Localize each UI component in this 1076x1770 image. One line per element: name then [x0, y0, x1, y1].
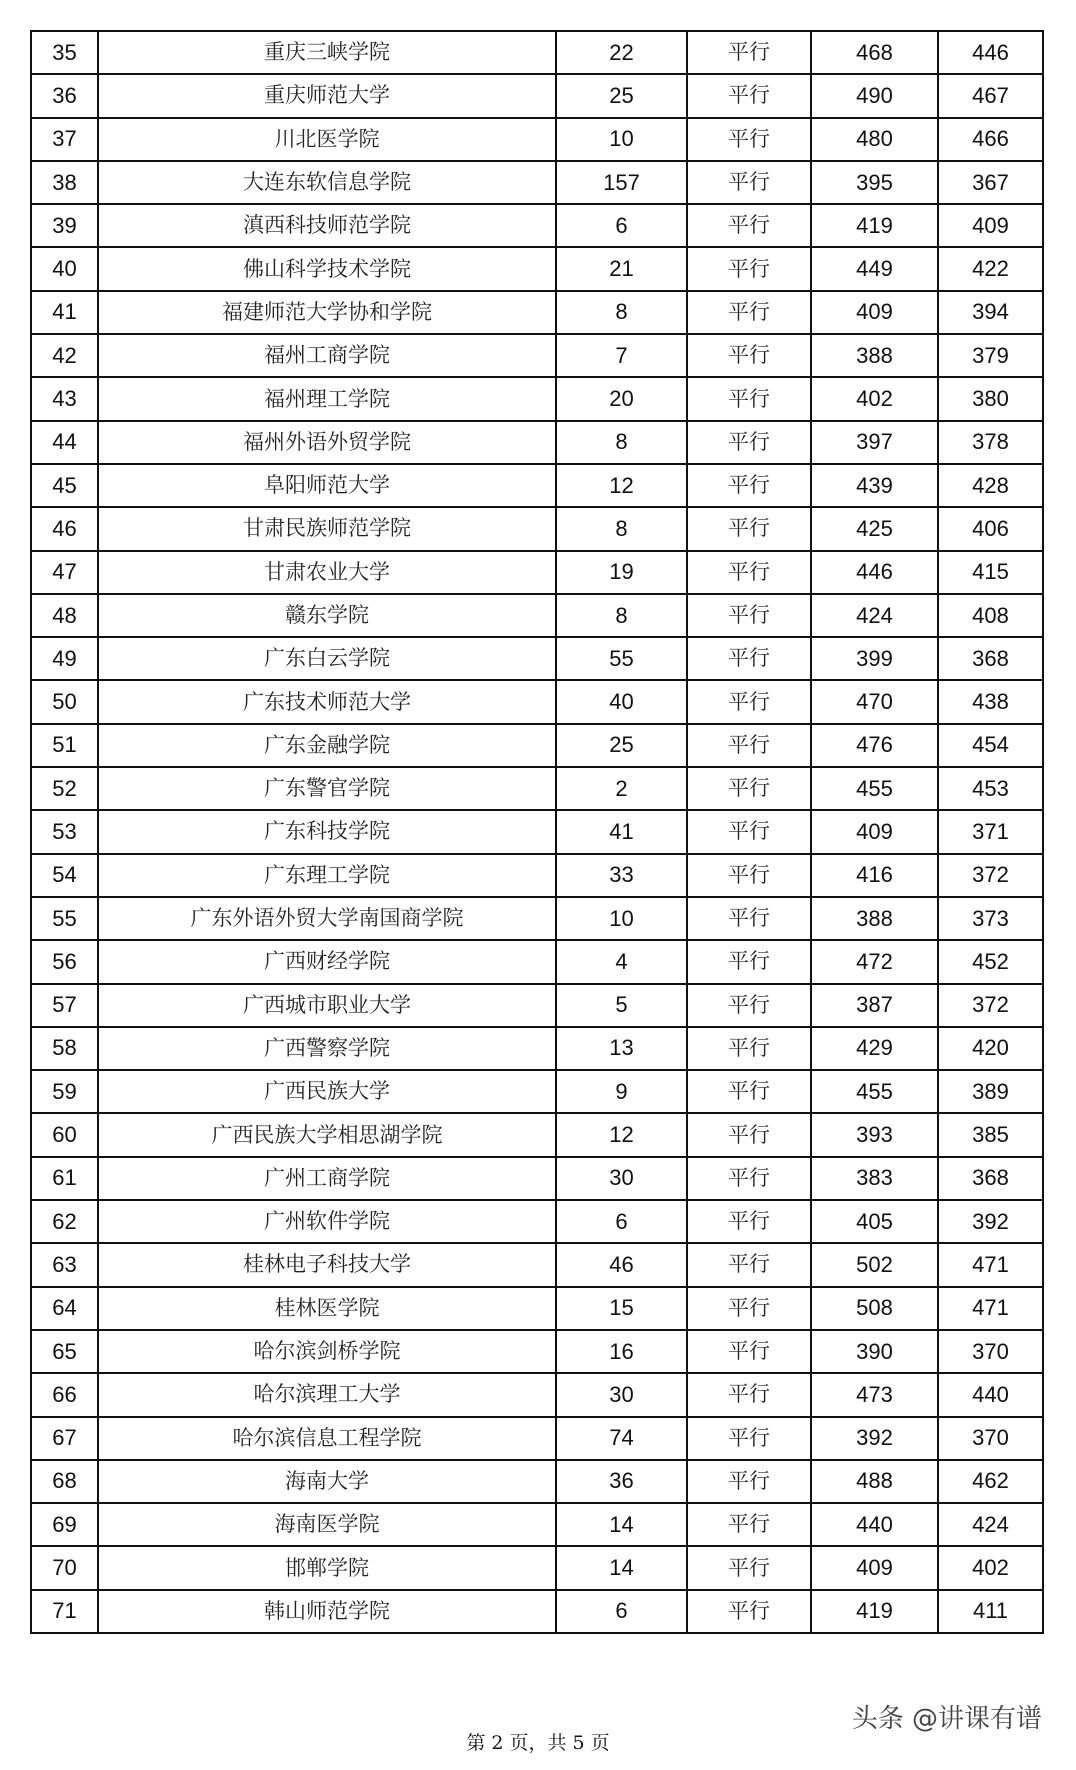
- max-score: 508: [811, 1287, 938, 1330]
- batch-type: 平行: [687, 507, 811, 550]
- min-score: 467: [938, 74, 1043, 117]
- min-score: 370: [938, 1417, 1043, 1460]
- plan-count: 14: [556, 1503, 687, 1546]
- table-row: [31, 1546, 1043, 1589]
- plan-count: 8: [556, 594, 687, 637]
- row-number: 56: [31, 940, 98, 983]
- min-score: 422: [938, 247, 1043, 290]
- school-name: 海南大学: [98, 1460, 556, 1503]
- row-number: 41: [31, 291, 98, 334]
- batch-type: 平行: [687, 594, 811, 637]
- table-row: [31, 1157, 1043, 1200]
- school-name: 广州软件学院: [98, 1200, 556, 1243]
- max-score: 439: [811, 464, 938, 507]
- row-number: 37: [31, 118, 98, 161]
- row-number: 53: [31, 810, 98, 853]
- plan-count: 25: [556, 724, 687, 767]
- max-score: 392: [811, 1417, 938, 1460]
- min-score: 424: [938, 1503, 1043, 1546]
- plan-count: 41: [556, 810, 687, 853]
- row-number: 48: [31, 594, 98, 637]
- batch-type: 平行: [687, 551, 811, 594]
- school-name: 广州工商学院: [98, 1157, 556, 1200]
- table-row: [31, 1200, 1043, 1243]
- plan-count: 40: [556, 680, 687, 723]
- max-score: 419: [811, 204, 938, 247]
- school-name: 哈尔滨剑桥学院: [98, 1330, 556, 1373]
- batch-type: 平行: [687, 291, 811, 334]
- table-row: [31, 1503, 1043, 1546]
- school-name: 广东技术师范大学: [98, 680, 556, 723]
- max-score: 402: [811, 377, 938, 420]
- school-name: 甘肃民族师范学院: [98, 507, 556, 550]
- table-row: [31, 291, 1043, 334]
- min-score: 371: [938, 810, 1043, 853]
- plan-count: 55: [556, 637, 687, 680]
- max-score: 399: [811, 637, 938, 680]
- school-name: 邯郸学院: [98, 1546, 556, 1589]
- school-name: 赣东学院: [98, 594, 556, 637]
- min-score: 373: [938, 897, 1043, 940]
- row-number: 55: [31, 897, 98, 940]
- plan-count: 19: [556, 551, 687, 594]
- plan-count: 33: [556, 854, 687, 897]
- max-score: 470: [811, 680, 938, 723]
- table-row: [31, 680, 1043, 723]
- min-score: 402: [938, 1546, 1043, 1589]
- school-name: 福州工商学院: [98, 334, 556, 377]
- table-row: [31, 984, 1043, 1027]
- school-name: 广西民族大学: [98, 1070, 556, 1113]
- max-score: 383: [811, 1157, 938, 1200]
- school-name: 哈尔滨信息工程学院: [98, 1417, 556, 1460]
- max-score: 409: [811, 1546, 938, 1589]
- row-number: 52: [31, 767, 98, 810]
- max-score: 395: [811, 161, 938, 204]
- batch-type: 平行: [687, 1546, 811, 1589]
- min-score: 471: [938, 1243, 1043, 1286]
- min-score: 372: [938, 854, 1043, 897]
- school-name: 川北医学院: [98, 118, 556, 161]
- table-row: [31, 1417, 1043, 1460]
- table-row: [31, 118, 1043, 161]
- table-row: [31, 247, 1043, 290]
- table-row: [31, 594, 1043, 637]
- school-name: 福州外语外贸学院: [98, 421, 556, 464]
- table-row: [31, 1590, 1043, 1633]
- table-row: [31, 377, 1043, 420]
- max-score: 455: [811, 1070, 938, 1113]
- min-score: 379: [938, 334, 1043, 377]
- min-score: 378: [938, 421, 1043, 464]
- row-number: 40: [31, 247, 98, 290]
- batch-type: 平行: [687, 854, 811, 897]
- page-number: 第 2 页，共 5 页: [466, 1732, 610, 1754]
- max-score: 490: [811, 74, 938, 117]
- row-number: 51: [31, 724, 98, 767]
- plan-count: 15: [556, 1287, 687, 1330]
- plan-count: 8: [556, 507, 687, 550]
- batch-type: 平行: [687, 31, 811, 74]
- max-score: 472: [811, 940, 938, 983]
- plan-count: 12: [556, 1113, 687, 1156]
- row-number: 65: [31, 1330, 98, 1373]
- batch-type: 平行: [687, 637, 811, 680]
- max-score: 393: [811, 1113, 938, 1156]
- batch-type: 平行: [687, 1503, 811, 1546]
- school-name: 海南医学院: [98, 1503, 556, 1546]
- row-number: 35: [31, 31, 98, 74]
- row-number: 59: [31, 1070, 98, 1113]
- min-score: 420: [938, 1027, 1043, 1070]
- max-score: 488: [811, 1460, 938, 1503]
- min-score: 446: [938, 31, 1043, 74]
- max-score: 405: [811, 1200, 938, 1243]
- plan-count: 9: [556, 1070, 687, 1113]
- min-score: 471: [938, 1287, 1043, 1330]
- min-score: 394: [938, 291, 1043, 334]
- plan-count: 6: [556, 204, 687, 247]
- school-name: 广东理工学院: [98, 854, 556, 897]
- batch-type: 平行: [687, 247, 811, 290]
- batch-type: 平行: [687, 810, 811, 853]
- batch-type: 平行: [687, 1113, 811, 1156]
- plan-count: 20: [556, 377, 687, 420]
- school-name: 大连东软信息学院: [98, 161, 556, 204]
- table-row: [31, 1373, 1043, 1416]
- row-number: 69: [31, 1503, 98, 1546]
- max-score: 390: [811, 1330, 938, 1373]
- school-name: 福州理工学院: [98, 377, 556, 420]
- school-name: 广东警官学院: [98, 767, 556, 810]
- max-score: 387: [811, 984, 938, 1027]
- plan-count: 25: [556, 74, 687, 117]
- row-number: 62: [31, 1200, 98, 1243]
- row-number: 45: [31, 464, 98, 507]
- min-score: 466: [938, 118, 1043, 161]
- plan-count: 10: [556, 118, 687, 161]
- table-row: [31, 1287, 1043, 1330]
- max-score: 397: [811, 421, 938, 464]
- table-row: [31, 551, 1043, 594]
- school-name: 佛山科学技术学院: [98, 247, 556, 290]
- school-name: 重庆师范大学: [98, 74, 556, 117]
- plan-count: 30: [556, 1157, 687, 1200]
- row-number: 38: [31, 161, 98, 204]
- min-score: 452: [938, 940, 1043, 983]
- table-row: [31, 854, 1043, 897]
- plan-count: 12: [556, 464, 687, 507]
- table-row: [31, 74, 1043, 117]
- batch-type: 平行: [687, 464, 811, 507]
- min-score: 411: [938, 1590, 1043, 1633]
- row-number: 58: [31, 1027, 98, 1070]
- row-number: 67: [31, 1417, 98, 1460]
- min-score: 368: [938, 637, 1043, 680]
- school-name: 桂林电子科技大学: [98, 1243, 556, 1286]
- plan-count: 74: [556, 1417, 687, 1460]
- plan-count: 6: [556, 1590, 687, 1633]
- row-number: 36: [31, 74, 98, 117]
- row-number: 66: [31, 1373, 98, 1416]
- min-score: 453: [938, 767, 1043, 810]
- plan-count: 4: [556, 940, 687, 983]
- plan-count: 5: [556, 984, 687, 1027]
- min-score: 385: [938, 1113, 1043, 1156]
- school-name: 广东白云学院: [98, 637, 556, 680]
- batch-type: 平行: [687, 334, 811, 377]
- min-score: 392: [938, 1200, 1043, 1243]
- max-score: 409: [811, 810, 938, 853]
- max-score: 449: [811, 247, 938, 290]
- table-row: [31, 421, 1043, 464]
- min-score: 454: [938, 724, 1043, 767]
- row-number: 44: [31, 421, 98, 464]
- table-row: [31, 940, 1043, 983]
- max-score: 425: [811, 507, 938, 550]
- table-row: [31, 507, 1043, 550]
- table-row: [31, 334, 1043, 377]
- batch-type: 平行: [687, 1157, 811, 1200]
- batch-type: 平行: [687, 1417, 811, 1460]
- max-score: 424: [811, 594, 938, 637]
- school-name: 哈尔滨理工大学: [98, 1373, 556, 1416]
- max-score: 468: [811, 31, 938, 74]
- min-score: 368: [938, 1157, 1043, 1200]
- max-score: 502: [811, 1243, 938, 1286]
- min-score: 372: [938, 984, 1043, 1027]
- batch-type: 平行: [687, 204, 811, 247]
- school-name: 广东科技学院: [98, 810, 556, 853]
- school-name: 广西城市职业大学: [98, 984, 556, 1027]
- batch-type: 平行: [687, 1287, 811, 1330]
- batch-type: 平行: [687, 1373, 811, 1416]
- table-row: [31, 637, 1043, 680]
- max-score: 388: [811, 897, 938, 940]
- plan-count: 8: [556, 291, 687, 334]
- min-score: 428: [938, 464, 1043, 507]
- plan-count: 13: [556, 1027, 687, 1070]
- table-row: [31, 161, 1043, 204]
- school-name: 桂林医学院: [98, 1287, 556, 1330]
- school-name: 甘肃农业大学: [98, 551, 556, 594]
- school-name: 滇西科技师范学院: [98, 204, 556, 247]
- batch-type: 平行: [687, 74, 811, 117]
- row-number: 46: [31, 507, 98, 550]
- watermark: 头条 @讲课有谱: [851, 1704, 1042, 1734]
- max-score: 446: [811, 551, 938, 594]
- table-row: [31, 1027, 1043, 1070]
- batch-type: 平行: [687, 724, 811, 767]
- batch-type: 平行: [687, 1590, 811, 1633]
- table-row: [31, 1070, 1043, 1113]
- batch-type: 平行: [687, 377, 811, 420]
- table-row: [31, 464, 1043, 507]
- row-number: 39: [31, 204, 98, 247]
- admission-score-table: [30, 30, 1044, 1634]
- max-score: 416: [811, 854, 938, 897]
- plan-count: 16: [556, 1330, 687, 1373]
- table-row: [31, 897, 1043, 940]
- table-row: [31, 1330, 1043, 1373]
- plan-count: 8: [556, 421, 687, 464]
- plan-count: 22: [556, 31, 687, 74]
- school-name: 广西民族大学相思湖学院: [98, 1113, 556, 1156]
- batch-type: 平行: [687, 984, 811, 1027]
- table-row: [31, 810, 1043, 853]
- max-score: 476: [811, 724, 938, 767]
- plan-count: 6: [556, 1200, 687, 1243]
- max-score: 440: [811, 1503, 938, 1546]
- batch-type: 平行: [687, 680, 811, 723]
- min-score: 415: [938, 551, 1043, 594]
- max-score: 429: [811, 1027, 938, 1070]
- batch-type: 平行: [687, 1460, 811, 1503]
- row-number: 64: [31, 1287, 98, 1330]
- min-score: 370: [938, 1330, 1043, 1373]
- plan-count: 30: [556, 1373, 687, 1416]
- batch-type: 平行: [687, 1200, 811, 1243]
- table-row: [31, 767, 1043, 810]
- plan-count: 21: [556, 247, 687, 290]
- plan-count: 36: [556, 1460, 687, 1503]
- plan-count: 157: [556, 161, 687, 204]
- max-score: 409: [811, 291, 938, 334]
- max-score: 455: [811, 767, 938, 810]
- school-name: 广东外语外贸大学南国商学院: [98, 897, 556, 940]
- row-number: 43: [31, 377, 98, 420]
- table-row: [31, 1460, 1043, 1503]
- row-number: 71: [31, 1590, 98, 1633]
- min-score: 440: [938, 1373, 1043, 1416]
- min-score: 408: [938, 594, 1043, 637]
- min-score: 380: [938, 377, 1043, 420]
- batch-type: 平行: [687, 940, 811, 983]
- plan-count: 10: [556, 897, 687, 940]
- row-number: 70: [31, 1546, 98, 1589]
- row-number: 57: [31, 984, 98, 1027]
- batch-type: 平行: [687, 1027, 811, 1070]
- batch-type: 平行: [687, 421, 811, 464]
- row-number: 49: [31, 637, 98, 680]
- batch-type: 平行: [687, 1243, 811, 1286]
- plan-count: 14: [556, 1546, 687, 1589]
- school-name: 广西警察学院: [98, 1027, 556, 1070]
- batch-type: 平行: [687, 1070, 811, 1113]
- batch-type: 平行: [687, 1330, 811, 1373]
- max-score: 388: [811, 334, 938, 377]
- plan-count: 2: [556, 767, 687, 810]
- row-number: 63: [31, 1243, 98, 1286]
- table-row: [31, 1243, 1043, 1286]
- table-row: [31, 31, 1043, 74]
- batch-type: 平行: [687, 897, 811, 940]
- min-score: 438: [938, 680, 1043, 723]
- row-number: 60: [31, 1113, 98, 1156]
- row-number: 61: [31, 1157, 98, 1200]
- min-score: 462: [938, 1460, 1043, 1503]
- school-name: 重庆三峡学院: [98, 31, 556, 74]
- batch-type: 平行: [687, 118, 811, 161]
- school-name: 韩山师范学院: [98, 1590, 556, 1633]
- table-row: [31, 1113, 1043, 1156]
- school-name: 广东金融学院: [98, 724, 556, 767]
- max-score: 473: [811, 1373, 938, 1416]
- max-score: 419: [811, 1590, 938, 1633]
- batch-type: 平行: [687, 767, 811, 810]
- min-score: 367: [938, 161, 1043, 204]
- batch-type: 平行: [687, 161, 811, 204]
- row-number: 47: [31, 551, 98, 594]
- min-score: 389: [938, 1070, 1043, 1113]
- plan-count: 7: [556, 334, 687, 377]
- row-number: 42: [31, 334, 98, 377]
- table-row: [31, 724, 1043, 767]
- min-score: 406: [938, 507, 1043, 550]
- school-name: 阜阳师范大学: [98, 464, 556, 507]
- row-number: 50: [31, 680, 98, 723]
- min-score: 409: [938, 204, 1043, 247]
- max-score: 480: [811, 118, 938, 161]
- row-number: 68: [31, 1460, 98, 1503]
- row-number: 54: [31, 854, 98, 897]
- table-row: [31, 204, 1043, 247]
- plan-count: 46: [556, 1243, 687, 1286]
- school-name: 福建师范大学协和学院: [98, 291, 556, 334]
- school-name: 广西财经学院: [98, 940, 556, 983]
